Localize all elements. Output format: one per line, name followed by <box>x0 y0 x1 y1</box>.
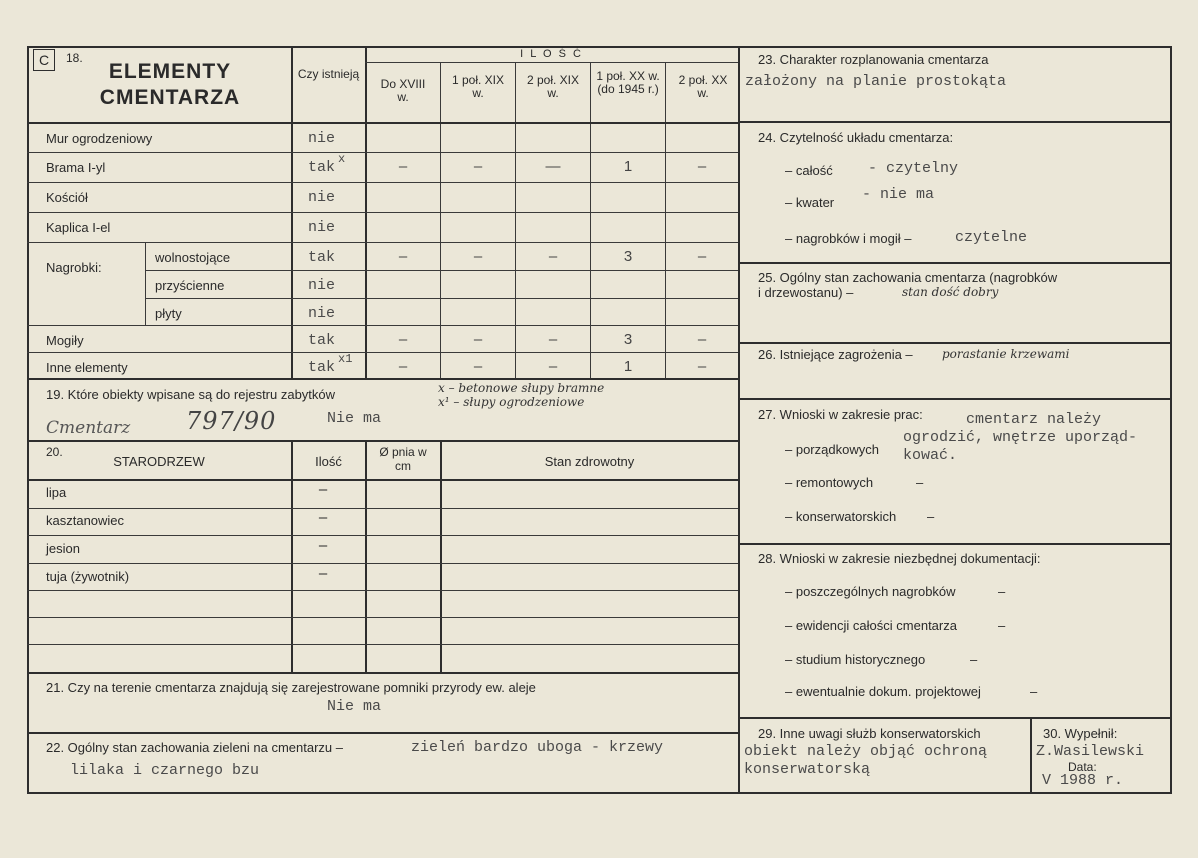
section-29-label: 29. Inne uwagi służb konserwatorskich <box>758 726 981 741</box>
header-ilosc: I L O Ś Ć <box>520 48 583 60</box>
section-24-nagrobkow-value: czytelne <box>955 229 1028 246</box>
section-24-calosc: – całość <box>785 163 833 178</box>
section-19-note-2: x¹ – słupy ogrodzeniowe <box>438 395 585 409</box>
element-label: przyścienne <box>155 278 225 293</box>
element-exists: nie <box>308 305 336 322</box>
section-24-calosc-value: - czytelny <box>868 160 959 177</box>
element-label: Inne elementy <box>46 360 128 375</box>
card-letter-box <box>33 49 55 71</box>
row-line-1 <box>27 152 738 153</box>
element-exists: nie <box>308 219 336 236</box>
section-27-value-3: kować. <box>903 447 958 464</box>
s20-col-3 <box>440 440 442 672</box>
section-28-bottom <box>738 717 1172 719</box>
col-line-2 <box>440 62 441 378</box>
s20-line-3 <box>27 563 738 564</box>
section-28-item-value: – <box>998 618 1006 633</box>
element-count: 1 <box>623 358 633 375</box>
tree-count: – <box>318 509 328 526</box>
section-24-nagrobkow: – nagrobków i mogił – <box>785 231 912 246</box>
section-30-date: V 1988 r. <box>1042 772 1124 789</box>
tree-name: kasztanowiec <box>46 513 125 528</box>
period-1: Do XVIII w. <box>380 77 426 105</box>
section-22-value-2: lilaka i czarnego bzu <box>70 762 260 779</box>
col-line-5 <box>665 62 666 378</box>
section-27-porzadkowych: – porządkowych <box>785 442 879 457</box>
s20-line-5 <box>27 617 738 618</box>
section-27-value-1: cmentarz należy <box>966 411 1102 428</box>
tree-count: – <box>318 565 328 582</box>
row-line-8 <box>27 352 738 353</box>
element-exists: nie <box>308 130 336 147</box>
section-27-label: 27. Wnioski w zakresie prac: <box>758 407 923 422</box>
section-19-value: Nie ma <box>327 410 382 427</box>
section-28-item: – studium historycznego <box>785 652 926 667</box>
header-czy-istnieja: Czy istnieją <box>297 67 360 81</box>
section-19-bottom <box>27 440 738 442</box>
section-25-label-2: i drzewostanu) – <box>758 285 854 300</box>
section-24-kwater-value: - nie ma <box>862 186 935 203</box>
starodrzew-stan-header: Stan zdrowotny <box>544 454 635 469</box>
element-count: 3 <box>623 331 633 348</box>
element-count: — <box>545 158 561 175</box>
col-line-3 <box>515 62 516 378</box>
section-19-label: 19. Które obiekty wpisane są do rejestru zabytków <box>46 387 336 402</box>
s20-line-1 <box>27 508 738 509</box>
tree-name: jesion <box>46 541 80 556</box>
element-count: – <box>697 331 707 348</box>
section-30-name: Z.Wasilewski <box>1036 743 1145 760</box>
section-27-konserwatorskich: – konserwatorskich <box>785 509 897 524</box>
section-18-number: 18. <box>66 51 83 65</box>
element-count: – <box>398 158 408 175</box>
section-18-title-2: CMENTARZA <box>99 86 241 109</box>
row-line-6 <box>145 298 738 299</box>
element-exists-marker: x <box>338 152 346 166</box>
divider-main <box>738 46 740 794</box>
s20-line-2 <box>27 535 738 536</box>
row-line-2 <box>27 182 738 183</box>
section-27-value-2: ogrodzić, wnętrze uporząd- <box>903 429 1138 446</box>
section-20-number: 20. <box>46 445 63 459</box>
section-26-label: 26. Istniejące zagrożenia – <box>758 347 913 362</box>
header-bottom-line <box>27 122 738 124</box>
tree-count: – <box>318 481 328 498</box>
starodrzew-title: STARODRZEW <box>113 454 205 469</box>
s20-line-4 <box>27 590 738 591</box>
period-2: 1 poł. XIX w. <box>451 73 505 101</box>
starodrzew-ilosc-header: Ilość <box>315 454 342 469</box>
section-30-label: 30. Wypełnił: <box>1043 726 1118 741</box>
element-count: – <box>548 331 558 348</box>
section-21-value: Nie ma <box>327 698 382 715</box>
element-count: – <box>473 358 483 375</box>
element-count: – <box>548 358 558 375</box>
section-22-value-1: zieleń bardzo uboga - krzewy <box>411 739 664 756</box>
section-20-bottom <box>27 672 738 674</box>
element-label: Mogiły <box>46 333 84 348</box>
element-label: Kościół <box>46 190 88 205</box>
section-28-item: – ewidencji całości cmentarza <box>785 618 957 633</box>
section-28-item: – poszczególnych nagrobków <box>785 584 956 599</box>
period-3: 2 poł. XIX w. <box>526 73 580 101</box>
section-24-kwater: – kwater <box>785 195 835 210</box>
element-count: – <box>398 248 408 265</box>
element-label: płyty <box>155 306 182 321</box>
s20-line-6 <box>27 644 738 645</box>
s20-col-2 <box>365 440 367 672</box>
element-count: – <box>548 248 558 265</box>
row-line-4 <box>27 242 738 243</box>
section-23-bottom <box>738 121 1172 123</box>
element-count: – <box>473 331 483 348</box>
nagrobki-divider <box>145 242 146 325</box>
section-28-label: 28. Wnioski w zakresie niezbędnej dokumentacji: <box>758 551 1041 566</box>
element-count: – <box>473 158 483 175</box>
section-28-item-value: – <box>970 652 978 667</box>
section-25-value: stan dość dobry <box>902 285 999 299</box>
element-count: – <box>398 331 408 348</box>
section-19-handwritten: Cmentarz <box>46 418 131 438</box>
s20-col-1 <box>291 440 293 672</box>
section-23-label: 23. Charakter rozplanowania cmentarza <box>758 52 989 67</box>
tree-name: tuja (żywotnik) <box>46 569 130 584</box>
section-28-item-value: – <box>1030 684 1038 699</box>
section-27-konserwatorskich-value: – <box>927 509 935 524</box>
element-label: Kaplica I-el <box>46 220 111 235</box>
section-21-bottom <box>27 732 738 734</box>
section-22-label: 22. Ogólny stan zachowania zieleni na cmentarzu – <box>46 740 344 755</box>
section-30-data-label: Data: <box>1068 760 1097 774</box>
element-count: – <box>697 358 707 375</box>
element-label: Mur ogrodzeniowy <box>46 131 153 146</box>
element-exists: tak <box>308 359 336 376</box>
section-23-value: założony na planie prostokąta <box>745 73 1007 90</box>
period-5: 2 poł. XX w. <box>678 73 728 101</box>
section-29-value-2: konserwatorską <box>744 761 871 778</box>
nagrobki-label: Nagrobki: <box>46 260 102 275</box>
s20-header-bottom <box>27 479 738 481</box>
section-25-label-1: 25. Ogólny stan zachowania cmentarza (nagrobków <box>758 270 1058 285</box>
element-exists: nie <box>308 189 336 206</box>
section-21-label: 21. Czy na terenie cmentarza znajdują się zarejestrowane pomniki przyrody ew. aleje <box>46 680 536 695</box>
section-26-bottom <box>738 398 1172 400</box>
section-18-bottom <box>27 378 738 380</box>
element-label: wolnostojące <box>155 250 231 265</box>
row-line-7 <box>27 325 738 326</box>
element-count: – <box>398 358 408 375</box>
row-line-5 <box>145 270 738 271</box>
section-19-register-number: 797/90 <box>186 407 277 435</box>
section-27-remontowych-value: – <box>916 475 924 490</box>
period-4: 1 poł. XX w. (do 1945 r.) <box>596 69 660 97</box>
element-label: Brama I-yl <box>46 160 106 175</box>
element-exists: tak <box>308 332 336 349</box>
section-29-value-1: obiekt należy objąć ochroną <box>744 743 988 760</box>
element-exists: nie <box>308 277 336 294</box>
element-exists-marker: x1 <box>338 352 353 366</box>
element-exists: tak <box>308 249 336 266</box>
ilosc-underline <box>365 62 738 63</box>
element-exists: tak <box>308 159 336 176</box>
section-27-bottom <box>738 543 1172 545</box>
element-count: – <box>473 248 483 265</box>
element-count: 3 <box>623 248 633 265</box>
s29-s30-divider <box>1030 717 1032 794</box>
section-24-label: 24. Czytelność układu cmentarza: <box>758 130 954 145</box>
col-line-4 <box>590 62 591 378</box>
tree-count: – <box>318 537 328 554</box>
element-count: 1 <box>623 158 633 175</box>
element-count: – <box>697 158 707 175</box>
section-27-remontowych: – remontowych <box>785 475 874 490</box>
card-letter: C <box>38 52 50 68</box>
element-count: – <box>697 248 707 265</box>
section-28-item: – ewentualnie dokum. projektowej <box>785 684 981 699</box>
tree-name: lipa <box>46 485 67 500</box>
row-line-3 <box>27 212 738 213</box>
section-28-item-value: – <box>998 584 1006 599</box>
starodrzew-pnia-header: Ø pnia w cm <box>379 445 427 473</box>
section-18-title-1: ELEMENTY <box>108 60 232 83</box>
section-24-bottom <box>738 262 1172 264</box>
section-26-value: porastanie krzewami <box>942 347 1070 361</box>
section-25-bottom <box>738 342 1172 344</box>
section-19-note-1: x – betonowe słupy bramne <box>438 381 605 395</box>
